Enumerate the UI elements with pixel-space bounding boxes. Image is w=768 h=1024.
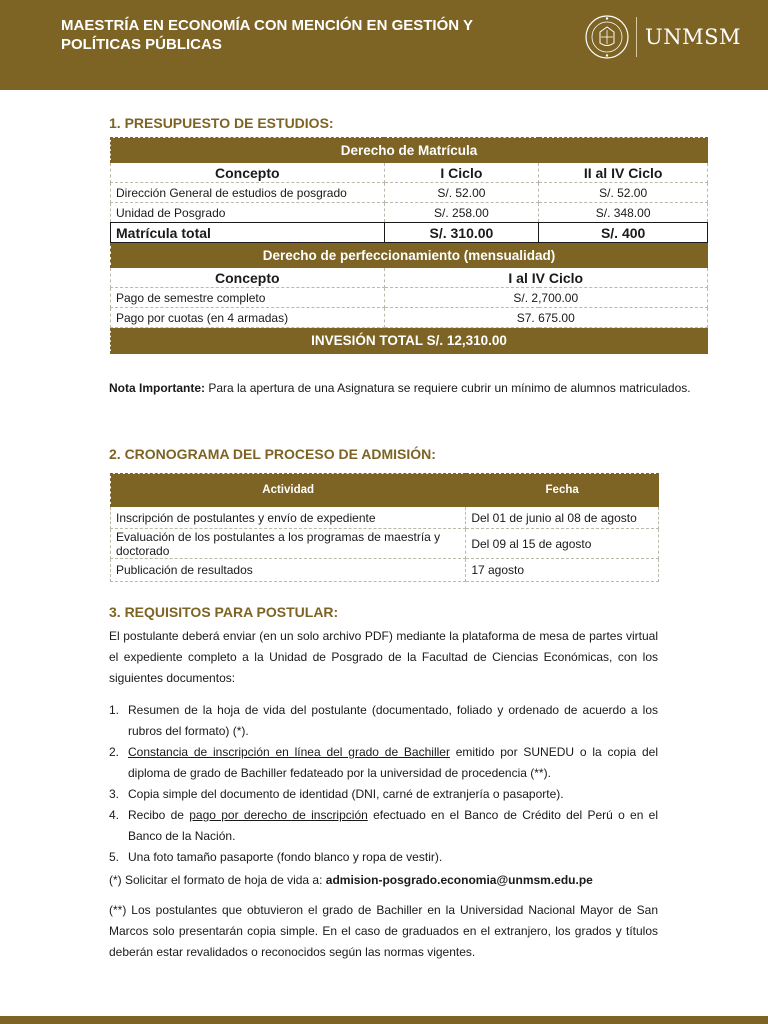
list-item-text: efectuado en el Banco de Crédito del Perú o en el Banco de la Nación. [128, 808, 658, 843]
footer-bar [0, 1016, 768, 1024]
col-concepto: Concepto [111, 268, 385, 288]
list-item [109, 847, 658, 868]
list-item-number: 5. [109, 850, 120, 864]
requirements-list [109, 700, 658, 868]
table-row [111, 308, 708, 328]
bachiller-note: (**) Los postulantes que obtuvieron el grado de Bachiller en la Universidad Nacional Mayor de San Marcos solo presentarán copia simple. En el caso de graduados en el extranjero, los grados y títulos deberán estar revalidados o reconocidos según las normas vigentes. [109, 903, 658, 959]
constancia-link[interactable]: Constancia de inscripción en línea del grado de Bachiller [128, 745, 450, 759]
col-concepto: Concepto [111, 163, 385, 183]
list-item [109, 742, 658, 784]
total-row [111, 223, 708, 243]
cell-concepto: Dirección General de estudios de posgrado [111, 183, 385, 203]
cell-concepto: Pago por cuotas (en 4 armadas) [111, 308, 385, 328]
perfeccionamiento-band: Derecho de perfeccionamiento (mensualidad) [111, 243, 708, 268]
table-header-row [111, 474, 659, 507]
list-item-number: 4. [109, 808, 120, 822]
col-actividad: Actividad [111, 474, 466, 507]
table-header-row [111, 163, 708, 183]
budget-table [110, 137, 708, 354]
table-band-row [111, 243, 708, 268]
table-row [111, 559, 659, 582]
list-item-text: emitido por SUNEDU o la copia del diploma de grado de Bachiller fedateado por la universidad de procedencia (**). [128, 745, 658, 780]
grand-total: INVESIÓN TOTAL S/. 12,310.00 [111, 328, 708, 354]
table-row [111, 203, 708, 223]
unmsm-logo [584, 12, 741, 62]
list-item [109, 784, 658, 805]
total-i-ciclo: S/. 310.00 [384, 223, 539, 243]
cell-concepto: Pago de semestre completo [111, 288, 385, 308]
pago-inscripcion-link[interactable]: pago por derecho de inscripción [189, 808, 368, 822]
page-header [0, 0, 768, 90]
grand-total-row [111, 328, 708, 354]
list-item [109, 700, 658, 742]
format-note-text: (*) Solicitar el formato de hoja de vida a: [109, 873, 326, 887]
list-item-text: Resumen de la hoja de vida del postulante (documentado, foliado y ordenado de acuerdo a los rubros del formato) (*). [128, 703, 658, 738]
logo-divider [636, 17, 637, 57]
col-i-ciclo: I Ciclo [384, 163, 539, 183]
cell-ii-iv-ciclo: S/. 52.00 [539, 183, 708, 203]
cell-fecha: Del 09 al 15 de agosto [466, 529, 659, 559]
section-title-presupuesto: 1. PRESUPUESTO DE ESTUDIOS: [109, 115, 334, 131]
important-note [109, 378, 709, 399]
cell-concepto: Unidad de Posgrado [111, 203, 385, 223]
matricula-band: Derecho de Matrícula [111, 138, 708, 163]
table-row [111, 507, 659, 529]
section-title-requisitos: 3. REQUISITOS PARA POSTULAR: [109, 604, 339, 620]
cell-fecha: 17 agosto [466, 559, 659, 582]
col-i-iv-ciclo: I al IV Ciclo [384, 268, 707, 288]
cell-actividad: Inscripción de postulantes y envío de expediente [111, 507, 466, 529]
section-title-cronograma: 2. CRONOGRAMA DEL PROCESO DE ADMISIÓN: [109, 446, 436, 462]
cell-valor: S7. 675.00 [384, 308, 707, 328]
total-ii-iv-ciclo: S/. 400 [539, 223, 708, 243]
requirements-intro: El postulante deberá enviar (en un solo archivo PDF) mediante la plataforma de mesa de partes virtual el expediente completo a la Unidad de Posgrado de la Facultad de Ciencias Económicas, con los siguientes documentos: [109, 629, 658, 685]
list-item-text: Copia simple del documento de identidad (DNI, carné de extranjería o pasaporte). [128, 787, 564, 801]
cell-fecha: Del 01 de junio al 08 de agosto [466, 507, 659, 529]
note-text: Para la apertura de una Asignatura se requiere cubrir un mínimo de alumnos matriculados. [205, 381, 691, 395]
col-fecha: Fecha [466, 474, 659, 507]
total-label: Matrícula total [111, 223, 385, 243]
table-row [111, 529, 659, 559]
format-note [109, 870, 658, 891]
cell-i-ciclo: S/. 52.00 [384, 183, 539, 203]
logo-text: UNMSM [645, 25, 741, 49]
university-seal-icon [584, 14, 630, 60]
list-item-number: 2. [109, 745, 120, 759]
header-title: MAESTRÍA EN ECONOMÍA CON MENCIÓN EN GESTIÓN Y POLÍTICAS PÚBLICAS [61, 17, 473, 53]
cell-actividad: Evaluación de los postulantes a los programas de maestría y doctorado [111, 529, 466, 559]
contact-email[interactable]: admision-posgrado.economia@unmsm.edu.pe [325, 873, 593, 887]
list-item [109, 805, 658, 847]
list-item-number: 3. [109, 787, 120, 801]
list-item-number: 1. [109, 703, 120, 717]
list-item-text: Recibo de [128, 808, 190, 822]
schedule-table [110, 473, 659, 582]
list-item-text: Una foto tamaño pasaporte (fondo blanco y ropa de vestir). [128, 850, 443, 864]
col-ii-iv-ciclo: II al IV Ciclo [539, 163, 708, 183]
cell-ii-iv-ciclo: S/. 348.00 [539, 203, 708, 223]
cell-valor: S/. 2,700.00 [384, 288, 707, 308]
note-label: Nota Importante: [109, 381, 205, 395]
table-band-row [111, 138, 708, 163]
cell-i-ciclo: S/. 258.00 [384, 203, 539, 223]
table-header-row [111, 268, 708, 288]
table-row [111, 183, 708, 203]
table-row [111, 288, 708, 308]
cell-actividad: Publicación de resultados [111, 559, 466, 582]
